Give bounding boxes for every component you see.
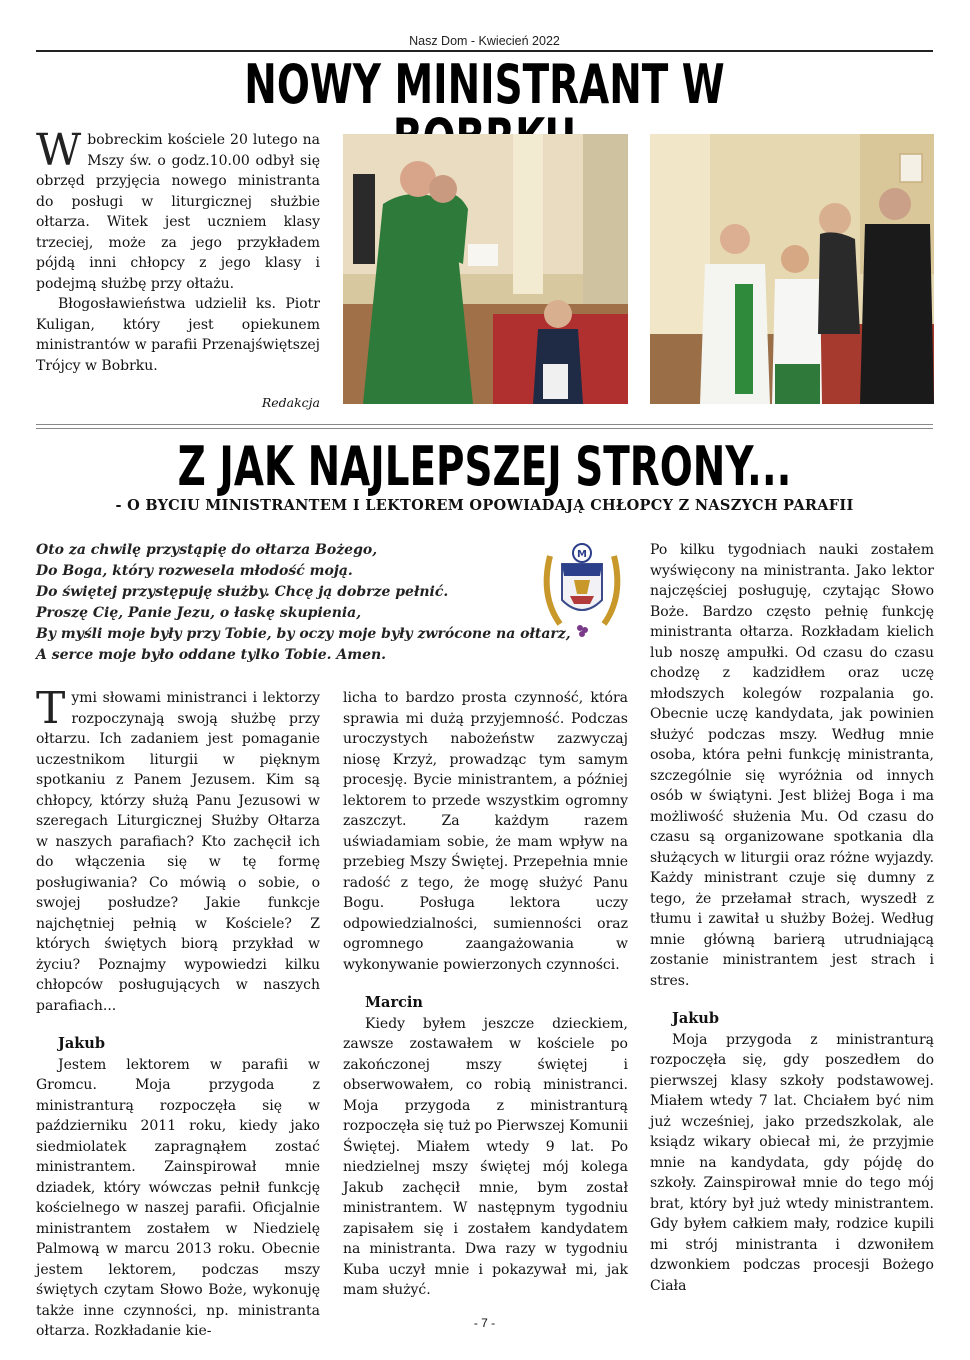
prayer-line: Proszę Cię, Panie Jezu, o łaskę skupienia, <box>36 605 362 621</box>
altar-servers-emblem-icon <box>530 536 634 640</box>
speaker-text: Moja przygoda z ministranturą rozpoczęła się, gdy poszedłem do pierwszej klasy szkoły podstawowej. Miałem wtedy 7 lat. Chciałem być nim już wcześniej, jako przedszkolak, ale ksiądz wikary obiecał mi, że przyjmie mnie na kandydata, gdy pójdę do szkoły. Zainspirował mnie do tego mój brat, który był już wtedy ministrantem. Gdy byłem całkiem mały, rodzice kupili mi strój ministranta i dzwoniłem dzwonkiem podczas procesji Bożego Ciała <box>650 1031 934 1294</box>
speaker-name: Jakub <box>672 1010 719 1027</box>
prayer <box>36 540 596 666</box>
photo-investiture <box>650 134 934 404</box>
article1-title: NOWY MINISTRANT W <box>244 53 725 116</box>
article2-column3 <box>650 540 934 1296</box>
article1-signature: Redakcja <box>261 395 320 410</box>
section-separator-bottom <box>36 428 933 429</box>
article1-body <box>36 125 320 376</box>
speaker-name: Jakub <box>58 1035 105 1052</box>
speaker-text: Jestem lektorem w parafii w Gromcu. Moja przygoda z ministranturą rozpoczęła się w październiku 2011 roku, kiedy jako siedmiolatek zapragnąłem zostać ministrantem. Zainspirował mnie dziadek, który wówczas pełnił funkcję kościelnego w naszej parafii. Oficjalnie ministrantem zostałem w Niedzielę Palmową w marcu 2013 roku. Obecnie jestem lektorem, podczas mszy świętych czytam Słowo Boże, wykonuję także inne czynności, np. ministranta ołtarza. Rozkładanie kie- <box>36 1056 320 1339</box>
emblem-letter: M <box>577 549 587 560</box>
speaker-text-continued: licha to bardzo prosta czynność, która sprawia mi dużą przyjemność. Podczas uroczystych nabożeństw zazwyczaj niosę Krzyż, prowadząc tym samym procesję. Bycie ministrantem, a później lektorem to przede wszystkim ogromny zaszczyt. Za każdym razem uświadamiam sobie, że mam wpływ na przebieg Mszy Świętej. Przepełnia mnie radość z tego, że mogę służyć Panu Bogu. Posługa lektora uczy odpowiedzialności, sumienności oraz ogromnego zaangażowania w wykonywanie powierzonych czynności. <box>343 690 628 973</box>
article2-intro-text: ymi słowami ministranci i lektorzy rozpoczynają swoją służbę przy ołtarzu. Ich zadaniem jest pomaganie uczestnikom liturgii w pięknym spotkaniu z Panem Jezusem. Kim są chłopcy, którzy służą Panu Jezusowi w szeregach Liturgicznej Służby Ołtarza w naszych parafiach? Kto zachęcił ich do włączenia się w tę formę posługiwania? Co mówią o sobie, o swojej posłudze? Jakie funkcje najchętniej pełnią w Kościele? Z których świętych biorą przykład w życiu? Poznajmy wypowiedzi kilku chłopców posługujących w naszych parafiach... <box>36 690 320 1014</box>
header-rule <box>36 50 933 52</box>
speaker-text-continued: Po kilku tygodniach nauki zostałem wyświęcony na ministranta. Jako lektor najczęściej posługuję, czytając Słowo Boże. Bardzo często pełnię funkcję ministranta ołtarza. Rozkładam kielich lub noszę ampułki. Od czasu do czasu chodzę z kadzidłem oraz uczę młodszych kolegów rozpalania go. Obecnie uczę kandydata, jak powinien służyć podczas mszy. Według mnie osoba, która pełni funkcję ministranta, szczególnie się wyróżnia od innych osób w świątyni. Jest bliżej Boga i ma możliwość służenia Mu. Od czasu do czasu są organizowane spotkania dla służących w liturgii oraz różne wyjazdy. Każdy ministrant czuje się dumny z tego, że przełamał strach, wyszedł z tłumu i zawitał u służby Bożej. Według mnie główną barierą utrudniającą zostanie ministrantem jest strach i stres. <box>650 542 934 989</box>
section-separator-top <box>36 424 933 425</box>
prayer-line: By myśli moje były przy Tobie, by oczy moje były zwrócone na ołtarz, <box>36 626 571 642</box>
prayer-line: A serce moje było oddane tylko Tobie. Amen. <box>36 647 387 663</box>
dropcap: T <box>36 683 66 734</box>
dropcap: W <box>36 125 82 176</box>
article1-p1-text: bobreckim kościele 20 lutego na Mszy św. o godz.10.00 odbył się obrzęd przyjęcia nowego ministranta do posługi w liturgicznej służbie ołtarza. Witek jest uczniem klasy trzeciej, może za jego przykładem pójdą inni chłopcy z jego klasy i podejmą służbę przy ołtażu. <box>36 132 320 292</box>
article1-paragraph2: Błogosławieństwa udzielił ks. Piotr Kuligan, który jest opiekunem ministrantów w parafii Przenajświętszej Trójcy w Bobrku. <box>36 296 320 374</box>
article1-paragraph1 <box>36 125 320 294</box>
prayer-line: Do Boga, który rozwesela młodość moją. <box>36 563 353 579</box>
prayer-line: Do świętej przystępuję służby. Chcę ją dobrze pełnić. <box>36 584 449 600</box>
page-number: - 7 - <box>473 1316 496 1330</box>
article2-column2 <box>343 688 628 1301</box>
article2-column1 <box>36 683 320 1342</box>
speaker-name: Marcin <box>365 994 423 1011</box>
photo-priest-blessing <box>343 134 628 404</box>
issue-header: Nasz Dom - Kwiecień 2022 <box>409 34 560 48</box>
article2-intro <box>36 683 320 1016</box>
article2-title: Z JAK NAJLEPSZEJ STRONY... <box>177 435 792 498</box>
article2-subtitle: - O BYCIU MINISTRANTEM I LEKTOREM OPOWIADAJĄ CHŁOPCY Z NASZYCH PARAFII <box>115 497 854 514</box>
speaker-text: Kiedy byłem jeszcze dzieckiem, zawsze zostawałem w kościele po zakończonej mszy świętej i obserwowałem, co robią ministranci. Moja przygoda z ministranturą rozpoczęła się tuż po Pierwszej Komunii Świętej. Miałem wtedy 9 lat. Po niedzielnej mszy świętej mój kolega Jakub zachęcił mnie, bym został ministrantem. W następnym tygodniu zapisałem się i zostałem kandydatem na ministranta. Dwa razy w tygodniu Kuba uczył mnie i pokazywał mi, jak mam służyć. <box>343 1015 628 1298</box>
prayer-line: Oto za chwilę przystąpię do ołtarza Bożego, <box>36 542 378 558</box>
